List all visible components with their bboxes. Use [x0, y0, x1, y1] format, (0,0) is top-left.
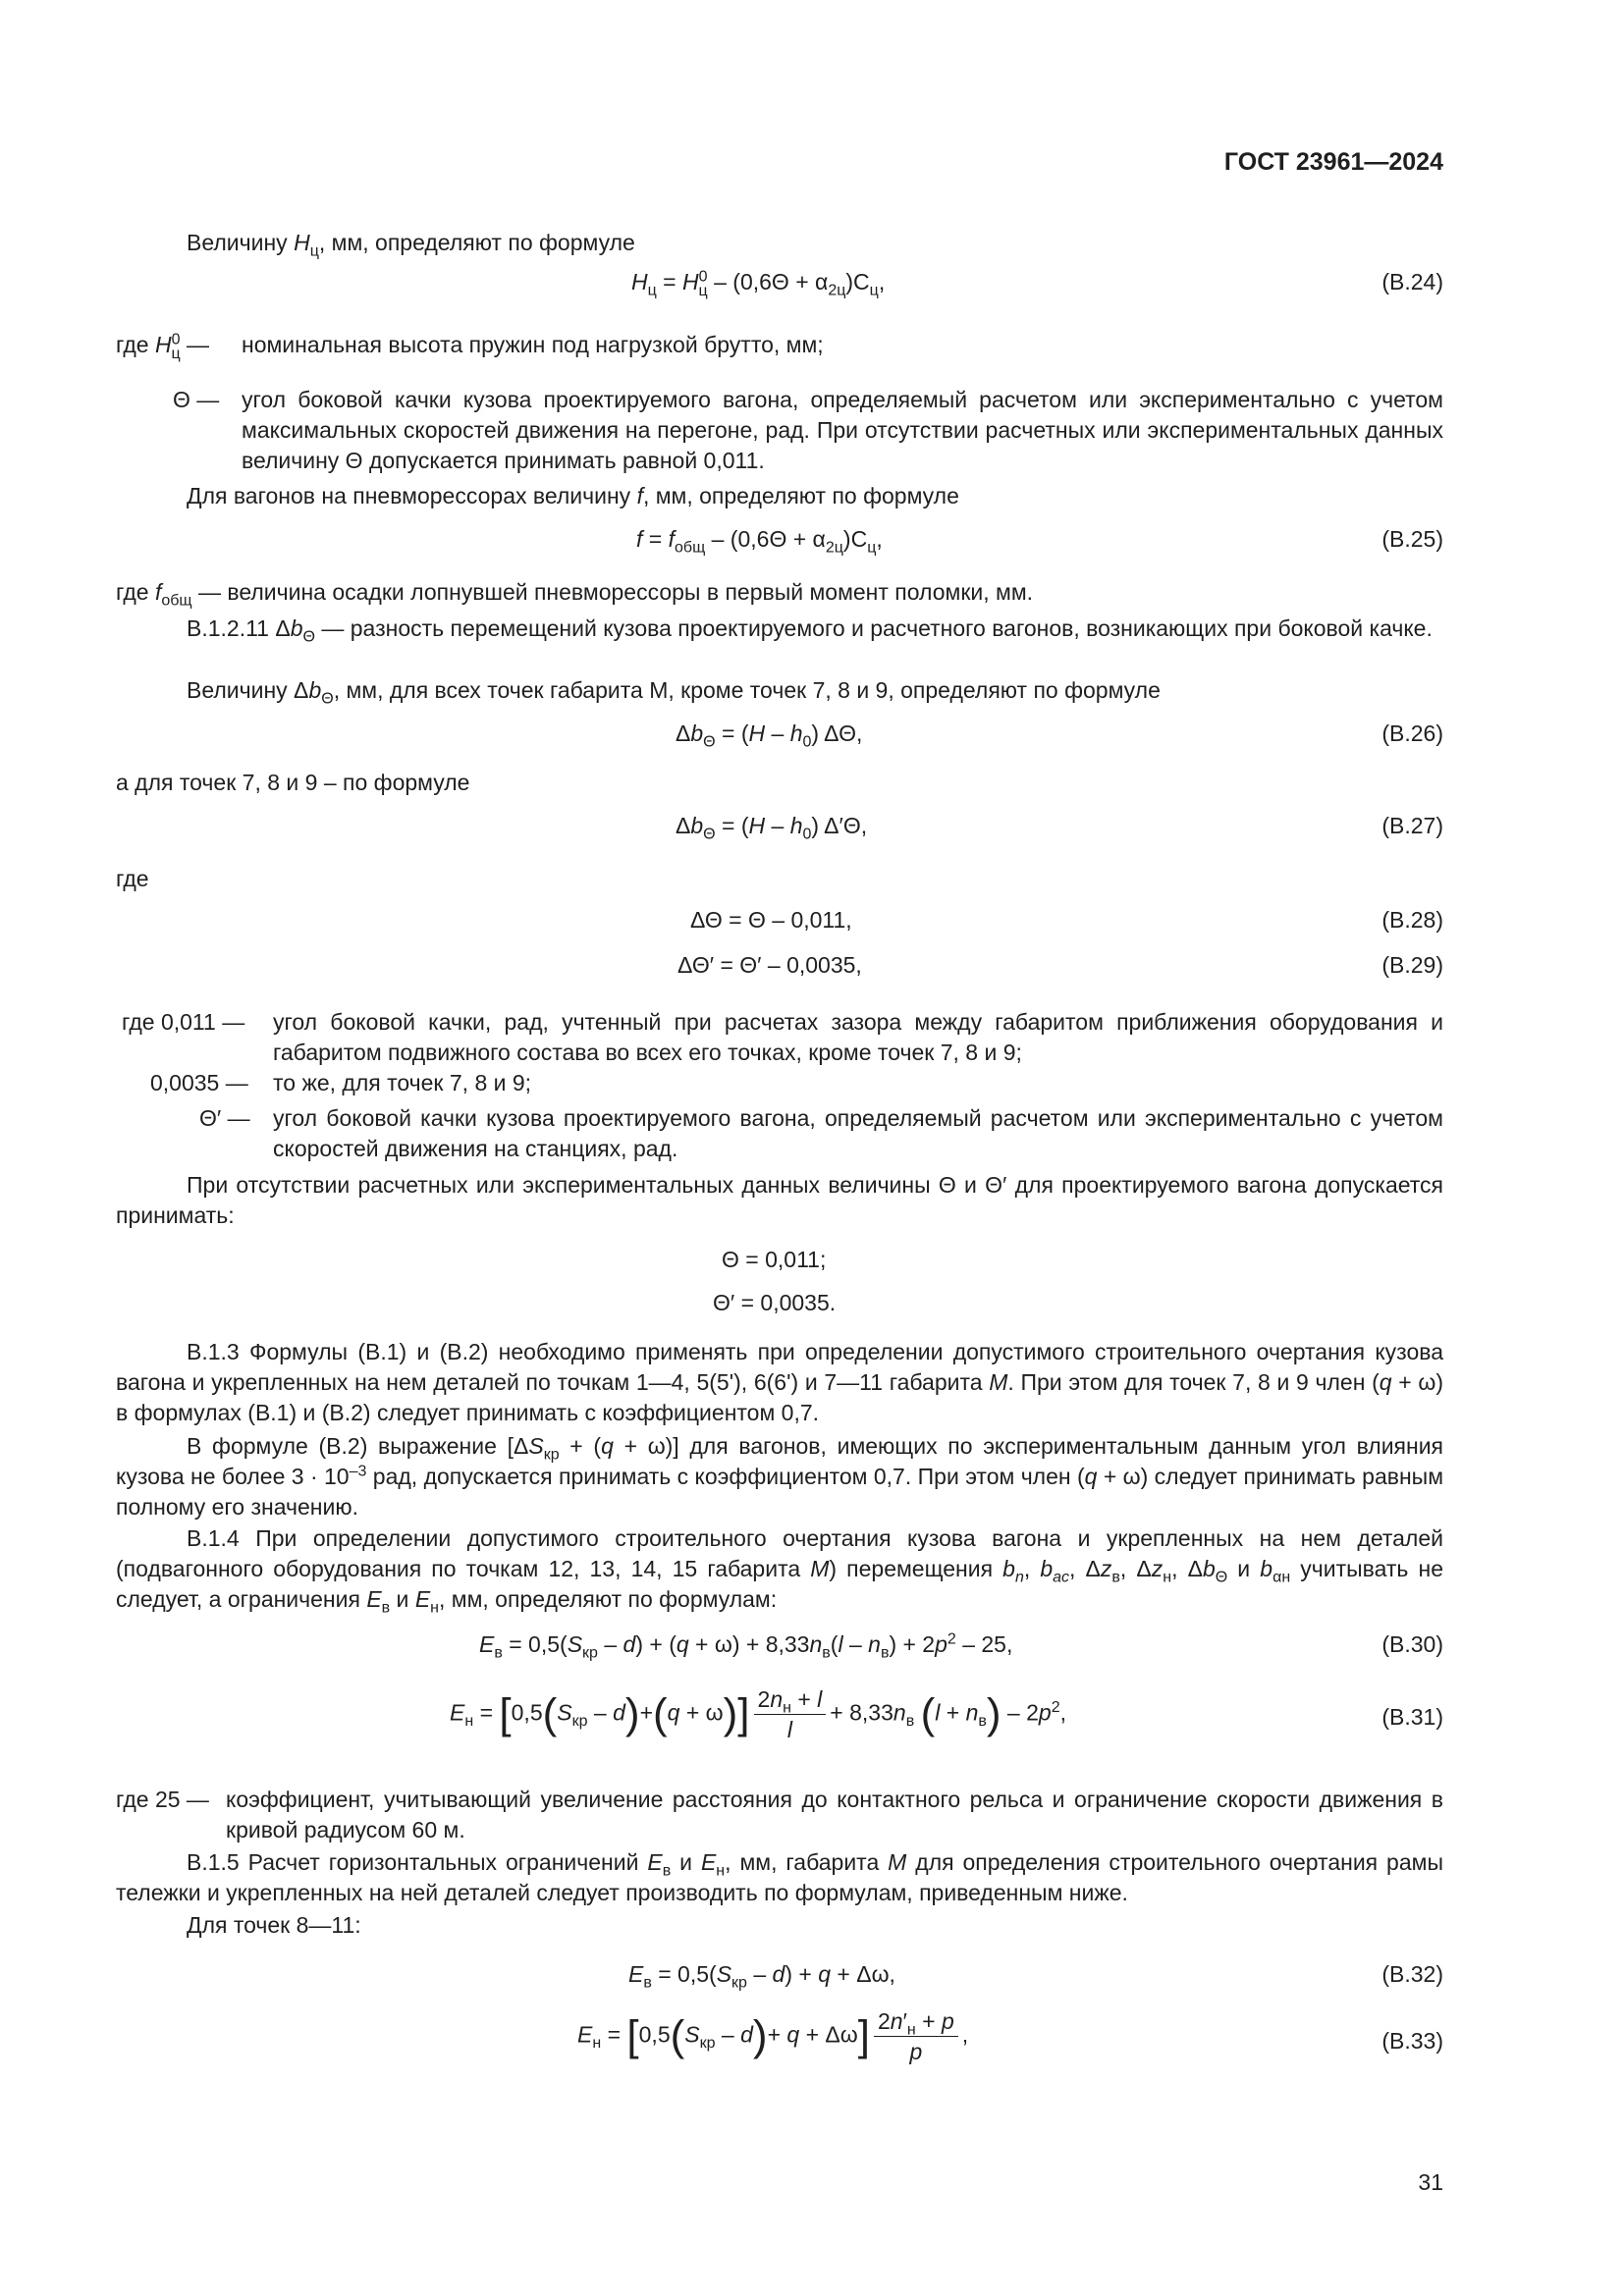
equation-label: (В.33): [1381, 2028, 1443, 2054]
definition-key: где 0,011 —: [122, 1009, 245, 1035]
paragraph-text: мм, для всех точек габарита M, кроме точек 7, 8 и 9, определяют по формуле: [346, 677, 1161, 703]
definition-text: номинальная высота пружин под нагрузкой брутто, мм;: [242, 332, 824, 357]
definition-25: [116, 1785, 1443, 1847]
formula-b29: ΔΘ′ = Θ′ – 0,0035,: [677, 952, 862, 978]
equation-label: (В.27): [1381, 813, 1443, 838]
definition-text: то же, для точек 7, 8 и 9;: [273, 1070, 532, 1095]
formula-b25: $f = f_{общ} - (0,6\Theta + \alpha_{2ц})С_ц$,: [636, 526, 883, 557]
definition-text: угол боковой качки кузова проектируемого вагона, определяемый расчетом или экспериментально с учетом скоростей движения на станциях, рад.: [273, 1105, 1443, 1161]
paragraph-delta-b-intro: Величину $\Delta b_\Theta$, мм, для всех точек габарита M, кроме точек 7, 8 и 9, определяют по формуле: [187, 677, 1161, 708]
paragraph-where: где: [116, 866, 149, 891]
equation-label: (В.31): [1381, 1704, 1443, 1730]
equation-label: (В.24): [1381, 269, 1443, 294]
equation-b25: [116, 524, 1443, 558]
definition-key: Θ′ —: [199, 1105, 250, 1131]
definition-theta: [116, 385, 1443, 479]
definition-theta-prime: [116, 1103, 1443, 1166]
value-theta-prime: Θ′ = 0,0035.: [713, 1290, 837, 1315]
paragraph-fobsh-def: где $f_{общ}$ — величина осадки лопнувшей пневморессоры в первый момент поломки, мм.: [116, 579, 1034, 610]
page-number: 31: [1418, 2169, 1443, 2195]
equation-b29: [116, 950, 1443, 984]
definition-key: Θ —: [173, 387, 220, 412]
paragraph-hc-intro: Величину $H_ц$, мм, определяют по формуле: [187, 230, 635, 260]
equation-b27: [116, 811, 1443, 844]
paragraph-text: разность перемещений кузова проектируемого и расчетного вагонов, возникающих при боковой качке.: [350, 615, 1433, 641]
equation-label: (В.29): [1381, 952, 1443, 978]
equation-label: (В.25): [1381, 526, 1443, 552]
formula-b32: $E_в = 0,5(S_{кр} - d) + q + \Delta\omega$,: [628, 1961, 895, 1992]
paragraph-text: величина осадки лопнувшей пневморессоры в первый момент поломки, мм.: [227, 579, 1034, 605]
formula-b24: $H_ц = H^0_ц - (0,6\Theta + \alpha_{2ц})С_ц$,: [631, 268, 886, 299]
paragraph-default-values: При отсутствии расчетных или экспериментальных данных величины Θ и Θ′ для проектируемого вагона допускается принимать:: [116, 1172, 1443, 1228]
equation-b28: [116, 905, 1443, 938]
definition-text: угол боковой качки кузова проектируемого вагона, определяемый расчетом или экспериментально с учетом максимальных скоростей движения на перегоне, рад. При отсутствии расчетных или экспериментальных данных величину Θ допускается принимать равной 0,011.: [242, 387, 1443, 473]
definition-key: где $H^0_ц$ —: [116, 331, 210, 362]
definition-text: коэффициент, учитывающий увеличение расстояния до контактного рельса и ограничение скорости движения в кривой радиусом 60 м.: [226, 1787, 1443, 1842]
formula-b31: $E_н = [0,5(S_{кр} - d)+(q + \omega)]$ $\frac{2n_н + l}{l}$ + $8,33n_в$ $(l + n_в) - 2p^2$,: [450, 1686, 1066, 1742]
equation-b26: [116, 719, 1443, 752]
paragraph-b13: В.1.3 Формулы (В.1) и (В.2) необходимо применять при определении допустимого строительного очертания кузова вагона и укрепленных на нем деталей по точкам 1—4, 5(5'), 6(6') и 7—11 габарита М. При этом для точек 7, 8 и 9 член (q + ω) в формулах (В.1) и (В.2) следует принимать с коэффициентом 0,7.: [116, 1339, 1443, 1425]
definition-00035: [116, 1068, 1443, 1099]
definition-0011: [116, 1007, 1443, 1070]
value-theta: Θ = 0,011;: [722, 1247, 827, 1272]
paragraph-b14: В.1.4 При определении допустимого строительного очертания кузова вагона и укрепленных на нем деталей (подвагонного оборудования по точкам 12, 13, 14, 15 габарита М) перемещения $b_n$, $b_{ac}$, $\Delta z_в$, $\Delta z_н$, $\Delta b_\Theta$ и $b_{\alpha н}$ учитывать не следует, а ограничения $Е_в$ и $Е_н$, мм, определяют по формулам:: [116, 1525, 1443, 1617]
equation-label: (В.32): [1381, 1961, 1443, 1987]
definition-key: где 25 —: [116, 1787, 209, 1812]
definition-text: угол боковой качки, рад, учтенный при расчетах зазора между габаритом приближения оборудования и габаритом подвижного состава во всех его точках, кроме точек 7, 8 и 9;: [273, 1009, 1443, 1065]
formula-b33: $E_н = [0,5(S_{кр} - d)+ q + \Delta\omega]$ $\frac{2n'_н + p}{p}$ ,: [577, 2008, 969, 2064]
paragraph-b13-formula: В формуле (В.2) выражение $[\Delta S_{кр} + (q + \omega)]$ для вагонов, имеющих по экспериментальным данным угол влияния кузова не более $3 \cdot 10^{-3}$ рад, допускается принимать с коэффициентом 0,7. При этом член (q + ω) следует принимать равным полному его значению.: [116, 1433, 1444, 1520]
equation-b31: [116, 1679, 1443, 1767]
equation-label: (В.26): [1381, 721, 1443, 746]
definition-key: 0,0035 —: [150, 1070, 248, 1095]
paragraph-b15: В.1.5 Расчет горизонтальных ограничений $Е_в$ и $Е_н$, мм, габарита М для определения строительного очертания рамы тележки и укрепленных на ней деталей следует производить по формулам, приведенным ниже.: [116, 1849, 1443, 1905]
equation-b30: [116, 1629, 1443, 1663]
equation-b32: [116, 1959, 1443, 1993]
paragraph-f-intro: Для вагонов на пневморессорах величину f, мм, определяют по формуле: [187, 483, 959, 508]
definition-h0: [116, 330, 1443, 363]
formula-b30: $E_в = 0,5(S_{кр} - d) + (q + \omega) + 8,33n_в(l - n_в) + 2p^2 - 25$,: [479, 1630, 1013, 1662]
formula-b26: $\Delta b_\Theta = (H - h_0)$ ΔΘ,: [676, 721, 863, 751]
paragraph-b1211: В.1.2.11 $\Delta b_\Theta$ — разность перемещений кузова проектируемого и расчетного вагонов, возникающих при боковой качке.: [187, 615, 1433, 646]
equation-b33: [116, 2002, 1443, 2087]
formula-b27: $\Delta b_\Theta = (H - h_0)$ Δ′Θ,: [676, 813, 868, 843]
formula-b28: ΔΘ = Θ – 0,011,: [690, 907, 852, 933]
paragraph-points-8-11: Для точек 8—11:: [187, 1912, 361, 1938]
equation-label: (В.28): [1381, 907, 1443, 933]
paragraph-points-789: а для точек 7, 8 и 9 – по формуле: [116, 770, 470, 795]
equation-label: (В.30): [1381, 1631, 1443, 1657]
document-header: ГОСТ 23961—2024: [1223, 148, 1443, 176]
equation-b24: [116, 267, 1443, 300]
